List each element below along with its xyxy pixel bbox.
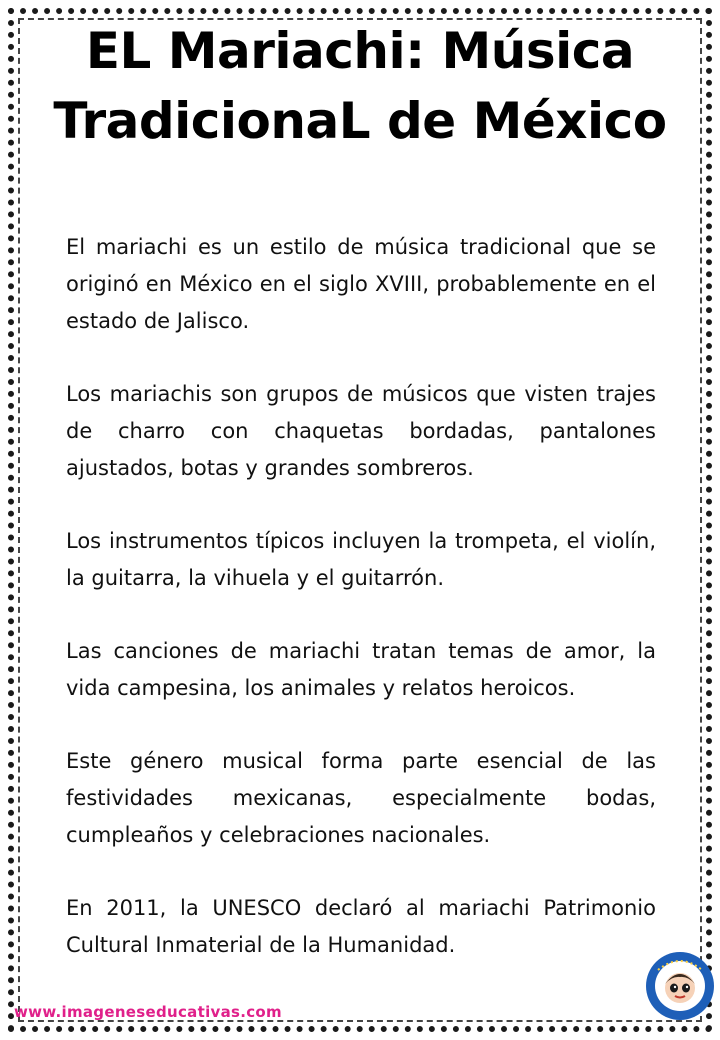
paragraph-attire: Los mariachis son grupos de músicos que visten trajes de charro con chaquetas bordadas, pantalones ajustados, botas y grandes sombreros. — [66, 382, 656, 480]
paragraph-instruments: Los instrumentos típicos incluyen la trompeta, el violín, la guitarra, la vihuela y el guitarrón. — [66, 529, 656, 590]
website-watermark: www.imageneseducativas.com — [14, 1003, 282, 1021]
paragraph-themes: Las canciones de mariachi tratan temas de amor, la vida campesina, los animales y relatos heroicos. — [66, 639, 656, 700]
page-title — [40, 16, 680, 156]
article-body — [66, 229, 656, 1000]
paragraph-unesco: En 2011, la UNESCO declaró al mariachi Patrimonio Cultural Inmaterial de la Humanidad. — [66, 896, 656, 957]
paragraph-origin: El mariachi es un estilo de música tradicional que se originó en México en el siglo XVIII, probablemente en el estado de Jalisco. — [66, 235, 656, 333]
logo-badge-icon — [644, 950, 716, 1022]
title-line-1: EL Mariachi: Música — [85, 22, 635, 80]
paragraph-festivities: Este género musical forma parte esencial de las festividades mexicanas, especialmente bodas, cumpleaños y celebraciones nacionales. — [66, 749, 656, 847]
title-line-2: TradicionaL de México — [53, 92, 667, 150]
